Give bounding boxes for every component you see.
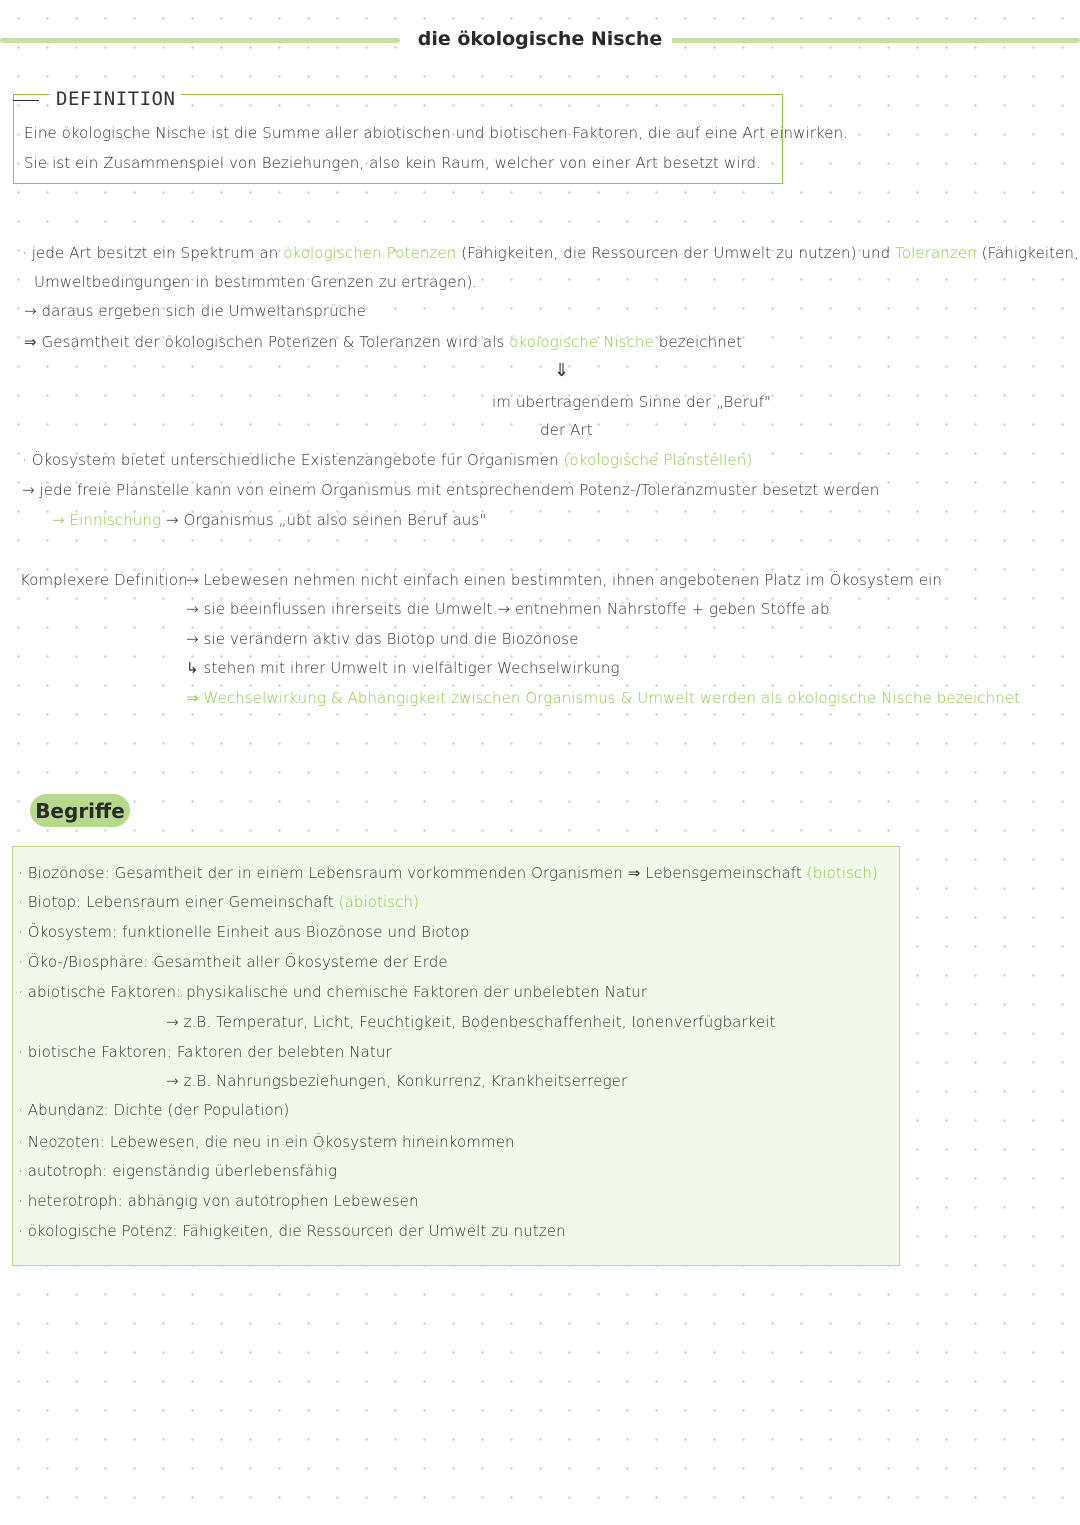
bullet: · [18, 923, 23, 941]
umweltansprueche-line: → daraus ergeben sich die Umweltansprüche [24, 302, 367, 320]
complex-line-5: ⇒ Wechselwirkung & Abhängigkeit zwischen Organismus & Umwelt werden als ökologische Nische bezeichnet [186, 689, 1021, 707]
bullet: · [18, 893, 23, 911]
term-oekologische-potenz: · ökologische Potenz: Fähigkeiten, die Ressourcen der Umwelt zu nutzen [18, 1222, 566, 1240]
bullet: · [18, 1101, 23, 1119]
term-oekosystem: · Ökosystem: funktionelle Einheit aus Biozönose und Biotop [18, 923, 470, 941]
potenzen-line: · jede Art besitzt ein Spektrum an ökologischen Potenzen (Fähigkeiten, die Ressourcen der Umwelt zu nutzen) und Toleranzen (Fähigkeiten, [22, 244, 1079, 262]
complex-definition-label: Komplexere Definition: [20, 571, 193, 589]
term-biotop: · Biotop: Lebensraum einer Gemeinschaft (abiotisch) [18, 893, 420, 911]
beruf-line: im übertragendem Sinne der „Beruf" [492, 393, 772, 411]
bullet: · [22, 451, 27, 469]
bullet: · [18, 1133, 23, 1151]
complex-line-3: → sie verändern aktiv das Biotop und die Biozönose [186, 630, 579, 648]
definition-line-2: Sie ist ein Zusammenspiel von Beziehungen, also kein Raum, welcher von einer Art besetzt wird. [24, 154, 762, 172]
term-biotische-beispiele: → z.B. Nahrungsbeziehungen, Konkurrenz, Krankheitserreger [166, 1072, 628, 1090]
bullet: · [18, 864, 23, 882]
term-abundanz: · Abundanz: Dichte (der Population) [18, 1101, 290, 1119]
begriffe-badge: Begriffe [30, 794, 130, 827]
complex-line-2: → sie beeinflussen ihrerseits die Umwelt → entnehmen Nährstoffe + geben Stoffe ab [186, 600, 830, 618]
term-autotroph: · autotroph: eigenständig überlebensfähig [18, 1162, 338, 1180]
beruf-line-2: der Art [540, 421, 593, 439]
term-biosphaere: · Öko-/Biosphäre: Gesamtheit aller Ökosysteme der Erde [18, 953, 448, 971]
gesamtheit-line: ⇒ Gesamtheit der ökologischen Potenzen & Toleranzen wird als ökologische Nische bezeichnet [24, 333, 743, 351]
bullet: · [18, 1043, 23, 1061]
bullet: · [18, 983, 23, 1001]
bullet: · [22, 244, 27, 262]
term-biotische-faktoren: · biotische Faktoren: Faktoren der belebten Natur [18, 1043, 392, 1061]
term-neozoten: · Neozoten: Lebewesen, die neu in ein Ökosystem hineinkommen [18, 1133, 515, 1151]
bullet: · [18, 1162, 23, 1180]
complex-line-1: → Lebewesen nehmen nicht einfach einen bestimmten, ihnen angebotenen Platz im Ökosystem ein [186, 571, 942, 589]
complex-line-4: ↳ stehen mit ihrer Umwelt in vielfältiger Wechselwirkung [186, 659, 620, 677]
potenzen-line-2: Umweltbedingungen in bestimmten Grenzen zu ertragen). [34, 273, 478, 291]
page-title: die ökologische Nische [0, 28, 1080, 50]
planstelle-line: → jede freie Planstelle kann von einem Organismus mit entsprechendem Potenz-/Toleranzmuster besetzt werden [22, 481, 880, 499]
oekosystem-line: · Ökosystem bietet unterschiedliche Existenzangebote für Organismen (ökologische Planstellen) [22, 451, 753, 469]
einnischung-line: → Einnischung → Organismus „übt also seinen Beruf aus" [52, 511, 487, 529]
bullet: · [18, 1222, 23, 1240]
term-biozoenose: · Biozönose: Gesamtheit der in einem Lebensraum vorkommenden Organismen ⇒ Lebensgemeinschaft (biotisch) [18, 864, 878, 882]
definition-label: DEFINITION [50, 88, 181, 110]
bullet: · [18, 953, 23, 971]
definition-label-line [13, 100, 39, 101]
term-abiotische-faktoren: · abiotische Faktoren: physikalische und chemische Faktoren der unbelebten Natur [18, 983, 648, 1001]
bullet: · [18, 1192, 23, 1210]
definition-line-1: Eine ökologische Nische ist die Summe aller abiotischen und biotischen Faktoren, die auf eine Art einwirken. [24, 124, 849, 142]
double-arrow-down-icon: ⇓ [554, 360, 570, 381]
term-heterotroph: · heterotroph: abhängig von autotrophen Lebewesen [18, 1192, 419, 1210]
term-abiotische-beispiele: → z.B. Temperatur, Licht, Feuchtigkeit, Bodenbeschaffenheit, Ionenverfügbarkeit [166, 1013, 776, 1031]
